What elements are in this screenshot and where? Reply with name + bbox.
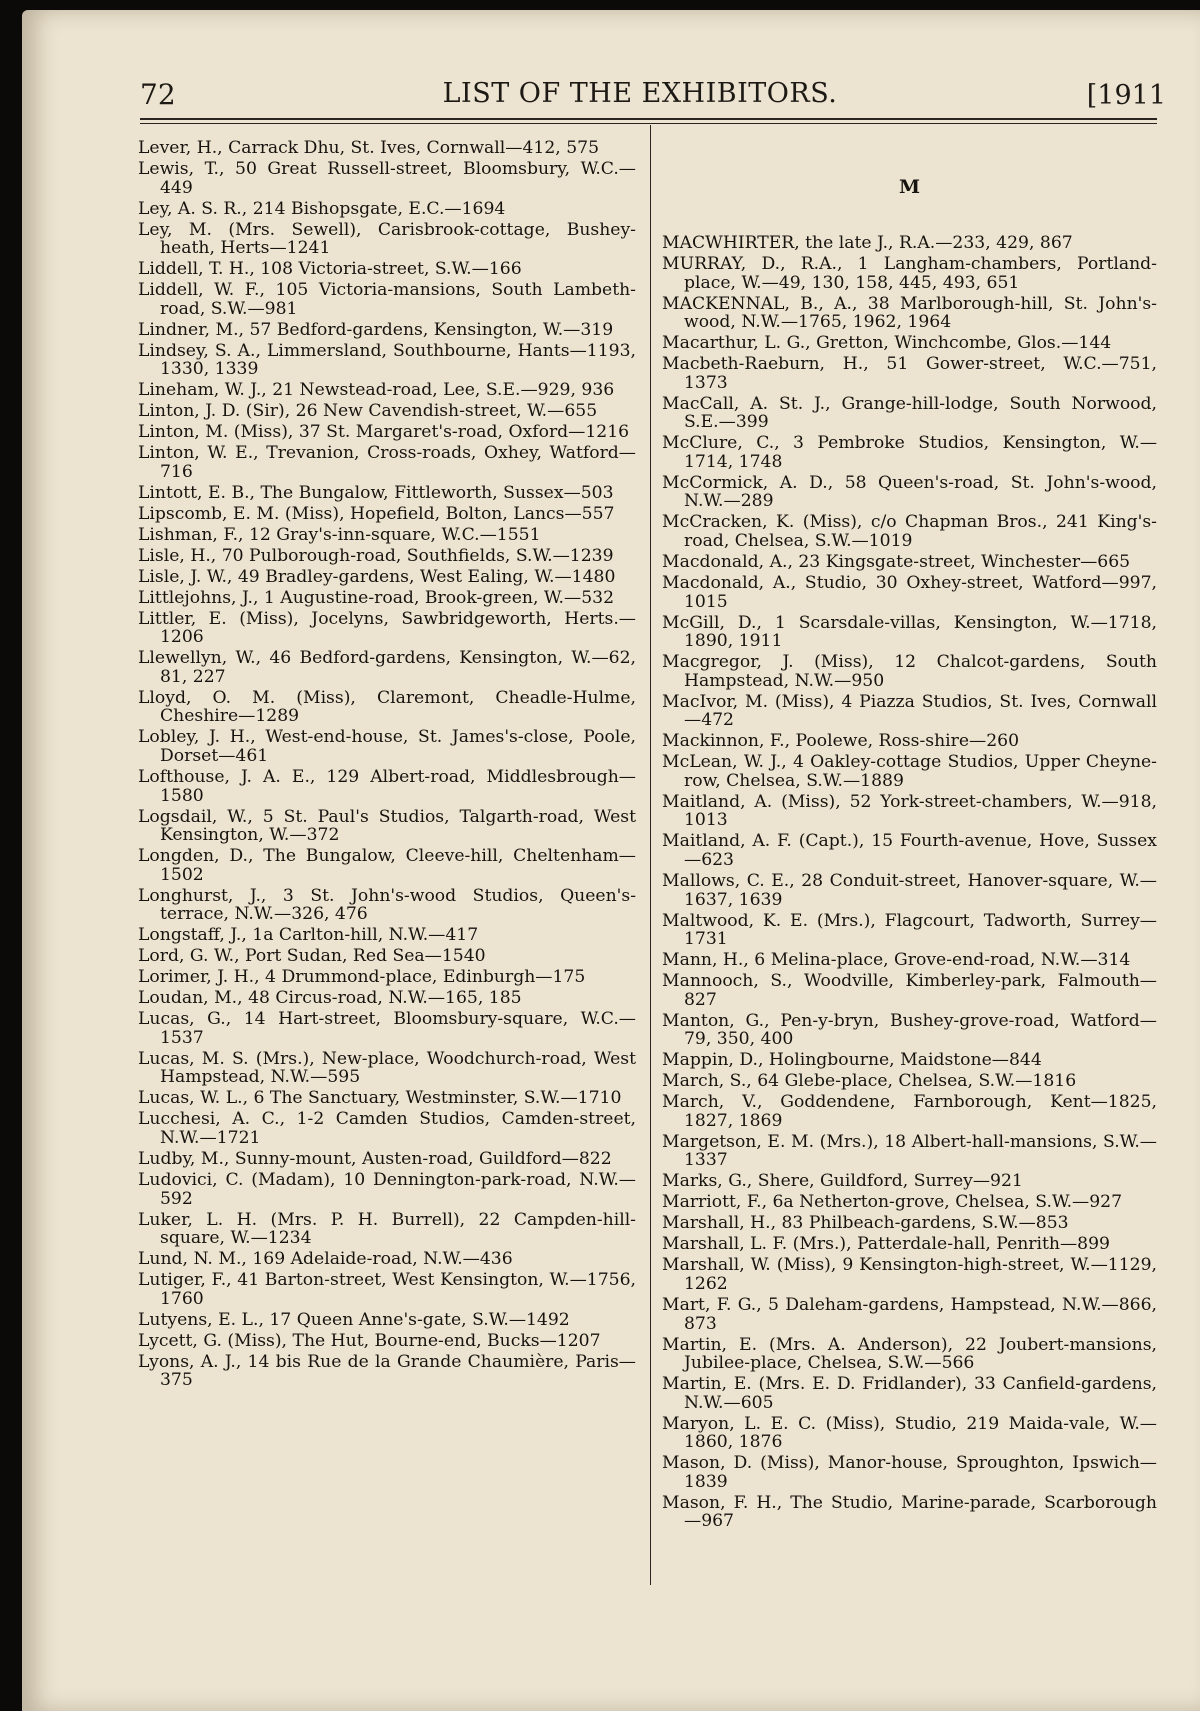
exhibitor-entry: Lutiger, F., 41 Barton-street, West Kensington, W.—1756, 1760 [138,1270,636,1309]
section-letter: M [898,176,921,198]
exhibitor-entry: Lindner, M., 57 Bedford-gardens, Kensington, W.—319 [138,319,614,340]
exhibitor-entry: Lucas, G., 14 Hart-street, Bloomsbury-square, W.C.—1537 [138,1009,636,1048]
exhibitor-entry: Macdonald, A., 23 Kingsgate-street, Winchester—665 [662,552,1131,573]
page-number: 72 [140,78,176,111]
exhibitor-entry: Marks, G., Shere, Guildford, Surrey—921 [662,1171,1023,1192]
exhibitor-entry: Marshall, L. F. (Mrs.), Patterdale-hall, Penrith—899 [662,1234,1110,1255]
exhibitor-entry: MACWHIRTER, the late J., R.A.—233, 429, 867 [662,233,1073,253]
exhibitor-entry: Mann, H., 6 Melina-place, Grove-end-road, N.W.—314 [662,950,1131,971]
exhibitor-entry: Maitland, A. (Miss), 52 York-street-chambers, W.—918, 1013 [662,791,1157,831]
exhibitor-entry: Lever, H., Carrack Dhu, St. Ives, Cornwall—412, 575 [138,138,600,158]
exhibitor-entry: Lycett, G. (Miss), The Hut, Bourne-end, Bucks—1207 [138,1330,601,1351]
exhibitor-entry: McLean, W. J., 4 Oakley-cottage Studios, Upper Cheyne-row, Chelsea, S.W.—1889 [662,752,1157,791]
exhibitor-entry: Margetson, E. M. (Mrs.), 18 Albert-hall-mansions, S.W.—1337 [662,1131,1157,1171]
exhibitor-entry: MURRAY, D., R.A., 1 Langham-chambers, Portland-place, W.—49, 130, 158, 445, 493, 651 [662,253,1157,293]
exhibitor-entry: Ludby, M., Sunny-mount, Austen-road, Guildford—822 [138,1148,612,1169]
exhibitor-entry: McClure, C., 3 Pembroke Studios, Kensington, W.—1714, 1748 [662,433,1157,472]
exhibitor-entry: Lipscomb, E. M. (Miss), Hopefield, Bolton, Lancs—557 [138,503,615,524]
exhibitor-entry: Lineham, W. J., 21 Newstead-road, Lee, S.E.—929, 936 [138,380,615,401]
exhibitor-entry: Littler, E. (Miss), Jocelyns, Sawbridgeworth, Herts.—1206 [138,608,636,648]
exhibitor-entry: Macarthur, L. G., Gretton, Winchcombe, Glos.—144 [662,333,1112,354]
exhibitor-entry: Macbeth-Raeburn, H., 51 Gower-street, W.C.—751, 1373 [662,354,1157,393]
exhibitor-entry: MacCall, A. St. J., Grange-hill-lodge, South Norwood, S.E.—399 [662,393,1157,433]
exhibitor-entry: Ludovici, C. (Madam), 10 Dennington-park-road, N.W.—592 [138,1169,636,1209]
exhibitor-entry: Lord, G. W., Port Sudan, Red Sea—1540 [138,946,486,967]
column-divider [650,125,651,1585]
exhibitor-entry: Macdonald, A., Studio, 30 Oxhey-street, Watford—997, 1015 [662,573,1157,612]
exhibitor-entry: Linton, M. (Miss), 37 St. Margaret's-road, Oxford—1216 [138,422,630,443]
exhibitor-entry: Lucchesi, A. C., 1-2 Camden Studios, Camden-street, N.W.—1721 [138,1109,636,1148]
exhibitor-entry: Mason, F. H., The Studio, Marine-parade, Scarborough—967 [662,1492,1157,1532]
exhibitor-entry: Liddell, T. H., 108 Victoria-street, S.W.—166 [138,259,522,280]
exhibitor-entry: Llewellyn, W., 46 Bedford-gardens, Kensington, W.—62, 81, 227 [138,648,636,687]
exhibitor-entry: Mappin, D., Holingbourne, Maidstone—844 [662,1050,1042,1071]
exhibitor-entry: Mart, F. G., 5 Daleham-gardens, Hampstead, N.W.—866, 873 [662,1294,1157,1334]
exhibitor-entry: Macgregor, J. (Miss), 12 Chalcot-gardens, South Hampstead, N.W.—950 [662,652,1157,691]
exhibitor-entry: Loudan, M., 48 Circus-road, N.W.—165, 185 [138,988,522,1009]
exhibitor-entry: Littlejohns, J., 1 Augustine-road, Brook-green, W.—532 [138,587,615,608]
exhibitor-entry: Longstaff, J., 1a Carlton-hill, N.W.—417 [138,925,479,946]
exhibitor-entry: Linton, W. E., Trevanion, Cross-roads, Oxhey, Watford—716 [138,443,636,482]
exhibitor-entry: Marriott, F., 6a Netherton-grove, Chelsea, S.W.—927 [662,1192,1123,1213]
left-column [138,139,636,1392]
exhibitor-entry: Longhurst, J., 3 St. John's-wood Studios, Queen's-terrace, N.W.—326, 476 [138,885,636,925]
exhibitor-entry: Lofthouse, J. A. E., 129 Albert-road, Middlesbrough—1580 [138,767,636,806]
exhibitor-entry: Marshall, W. (Miss), 9 Kensington-high-street, W.—1129, 1262 [662,1255,1157,1294]
exhibitor-entry: Mackinnon, F., Poolewe, Ross-shire—260 [662,731,1020,752]
exhibitor-entry: McCormick, A. D., 58 Queen's-road, St. John's-wood, N.W.—289 [662,472,1157,512]
header-rule [140,118,1157,120]
page-title: LIST OF THE EXHIBITORS. [442,78,838,109]
exhibitor-entry: March, S., 64 Glebe-place, Chelsea, S.W.—1816 [662,1071,1077,1092]
exhibitor-entry: Lishman, F., 12 Gray's-inn-square, W.C.—1551 [138,524,541,545]
exhibitor-entry: Liddell, W. F., 105 Victoria-mansions, South Lambeth-road, S.W.—981 [138,280,636,319]
exhibitor-entry: Ley, A. S. R., 214 Bishopsgate, E.C.—1694 [138,198,506,219]
page-header [110,78,1170,118]
exhibitor-entry: Lloyd, O. M. (Miss), Claremont, Cheadle-Hulme, Cheshire—1289 [138,687,636,727]
exhibitor-entry: Lobley, J. H., West-end-house, St. James's-close, Poole, Dorset—461 [138,727,636,767]
exhibitor-entry: Maltwood, K. E. (Mrs.), Flagcourt, Tadworth, Surrey—1731 [662,910,1157,950]
exhibitor-entry: Lorimer, J. H., 4 Drummond-place, Edinburgh—175 [138,967,586,988]
exhibitor-entry: Lyons, A. J., 14 bis Rue de la Grande Chaumière, Paris—375 [138,1351,636,1391]
exhibitor-entry: Marshall, H., 83 Philbeach-gardens, S.W.—853 [662,1213,1069,1234]
exhibitor-entry: Maitland, A. F. (Capt.), 15 Fourth-avenue, Hove, Sussex—623 [662,831,1157,871]
exhibitor-entry: Lindsey, S. A., Limmersland, Southbourne, Hants—1193, 1330, 1339 [138,340,636,380]
exhibitor-entry: Lisle, J. W., 49 Bradley-gardens, West Ealing, W.—1480 [138,566,616,587]
exhibitor-entry: Linton, J. D. (Sir), 26 New Cavendish-street, W.—655 [138,401,598,422]
exhibitor-entry: MacIvor, M. (Miss), 4 Piazza Studios, St. Ives, Cornwall—472 [662,691,1157,731]
exhibitor-entry: Mason, D. (Miss), Manor-house, Sproughton, Ipswich—1839 [662,1453,1157,1492]
exhibitor-entry: Lewis, T., 50 Great Russell-street, Bloomsbury, W.C.—449 [138,158,636,198]
exhibitor-entry: McCracken, K. (Miss), c/o Chapman Bros., 241 King's-road, Chelsea, S.W.—1019 [662,512,1157,552]
exhibitor-entry: Lucas, W. L., 6 The Sanctuary, Westminster, S.W.—1710 [138,1088,622,1109]
exhibitor-entry: Mallows, C. E., 28 Conduit-street, Hanover-square, W.—1637, 1639 [662,871,1157,910]
exhibitor-entry: Maryon, L. E. C. (Miss), Studio, 219 Maida-vale, W.—1860, 1876 [662,1413,1157,1453]
exhibitor-entry: Martin, E. (Mrs. A. Anderson), 22 Joubert-mansions, Jubilee-place, Chelsea, S.W.—566 [662,1334,1157,1374]
exhibitor-entry: Mannooch, S., Woodville, Kimberley-park, Falmouth—827 [662,971,1157,1010]
exhibitor-entry: Lucas, M. S. (Mrs.), New-place, Woodchurch-road, West Hampstead, N.W.—595 [138,1048,636,1088]
exhibitor-entry: Lisle, H., 70 Pulborough-road, Southfields, S.W.—1239 [138,545,614,566]
exhibitor-entry: MACKENNAL, B., A., 38 Marlborough-hill, St. John's-wood, N.W.—1765, 1962, 1964 [662,293,1157,333]
exhibitor-entry: Lund, N. M., 169 Adelaide-road, N.W.—436 [138,1249,513,1270]
exhibitor-entry: Luker, L. H. (Mrs. P. H. Burrell), 22 Campden-hill-square, W.—1234 [138,1209,636,1249]
exhibitor-entry: Lintott, E. B., The Bungalow, Fittleworth, Sussex—503 [138,482,614,503]
year-label: [1911 [1086,80,1166,111]
exhibitor-entry: Logsdail, W., 5 St. Paul's Studios, Talgarth-road, West Kensington, W.—372 [138,806,636,846]
right-column [662,234,1157,1533]
exhibitor-entry: McGill, D., 1 Scarsdale-villas, Kensington, W.—1718, 1890, 1911 [662,612,1157,652]
exhibitor-entry: March, V., Goddendene, Farnborough, Kent—1825, 1827, 1869 [662,1092,1157,1131]
exhibitor-entry: Ley, M. (Mrs. Sewell), Carisbrook-cottage, Bushey-heath, Herts—1241 [138,219,636,259]
exhibitor-entry: Lutyens, E. L., 17 Queen Anne's-gate, S.W.—1492 [138,1309,570,1330]
exhibitor-entry: Martin, E. (Mrs. E. D. Fridlander), 33 Canfield-gardens, N.W.—605 [662,1374,1157,1413]
exhibitor-entry: Manton, G., Pen-y-bryn, Bushey-grove-road, Watford—79, 350, 400 [662,1010,1157,1050]
header-rule-thin [140,123,1157,124]
exhibitor-entry: Longden, D., The Bungalow, Cleeve-hill, Cheltenham—1502 [138,846,636,885]
